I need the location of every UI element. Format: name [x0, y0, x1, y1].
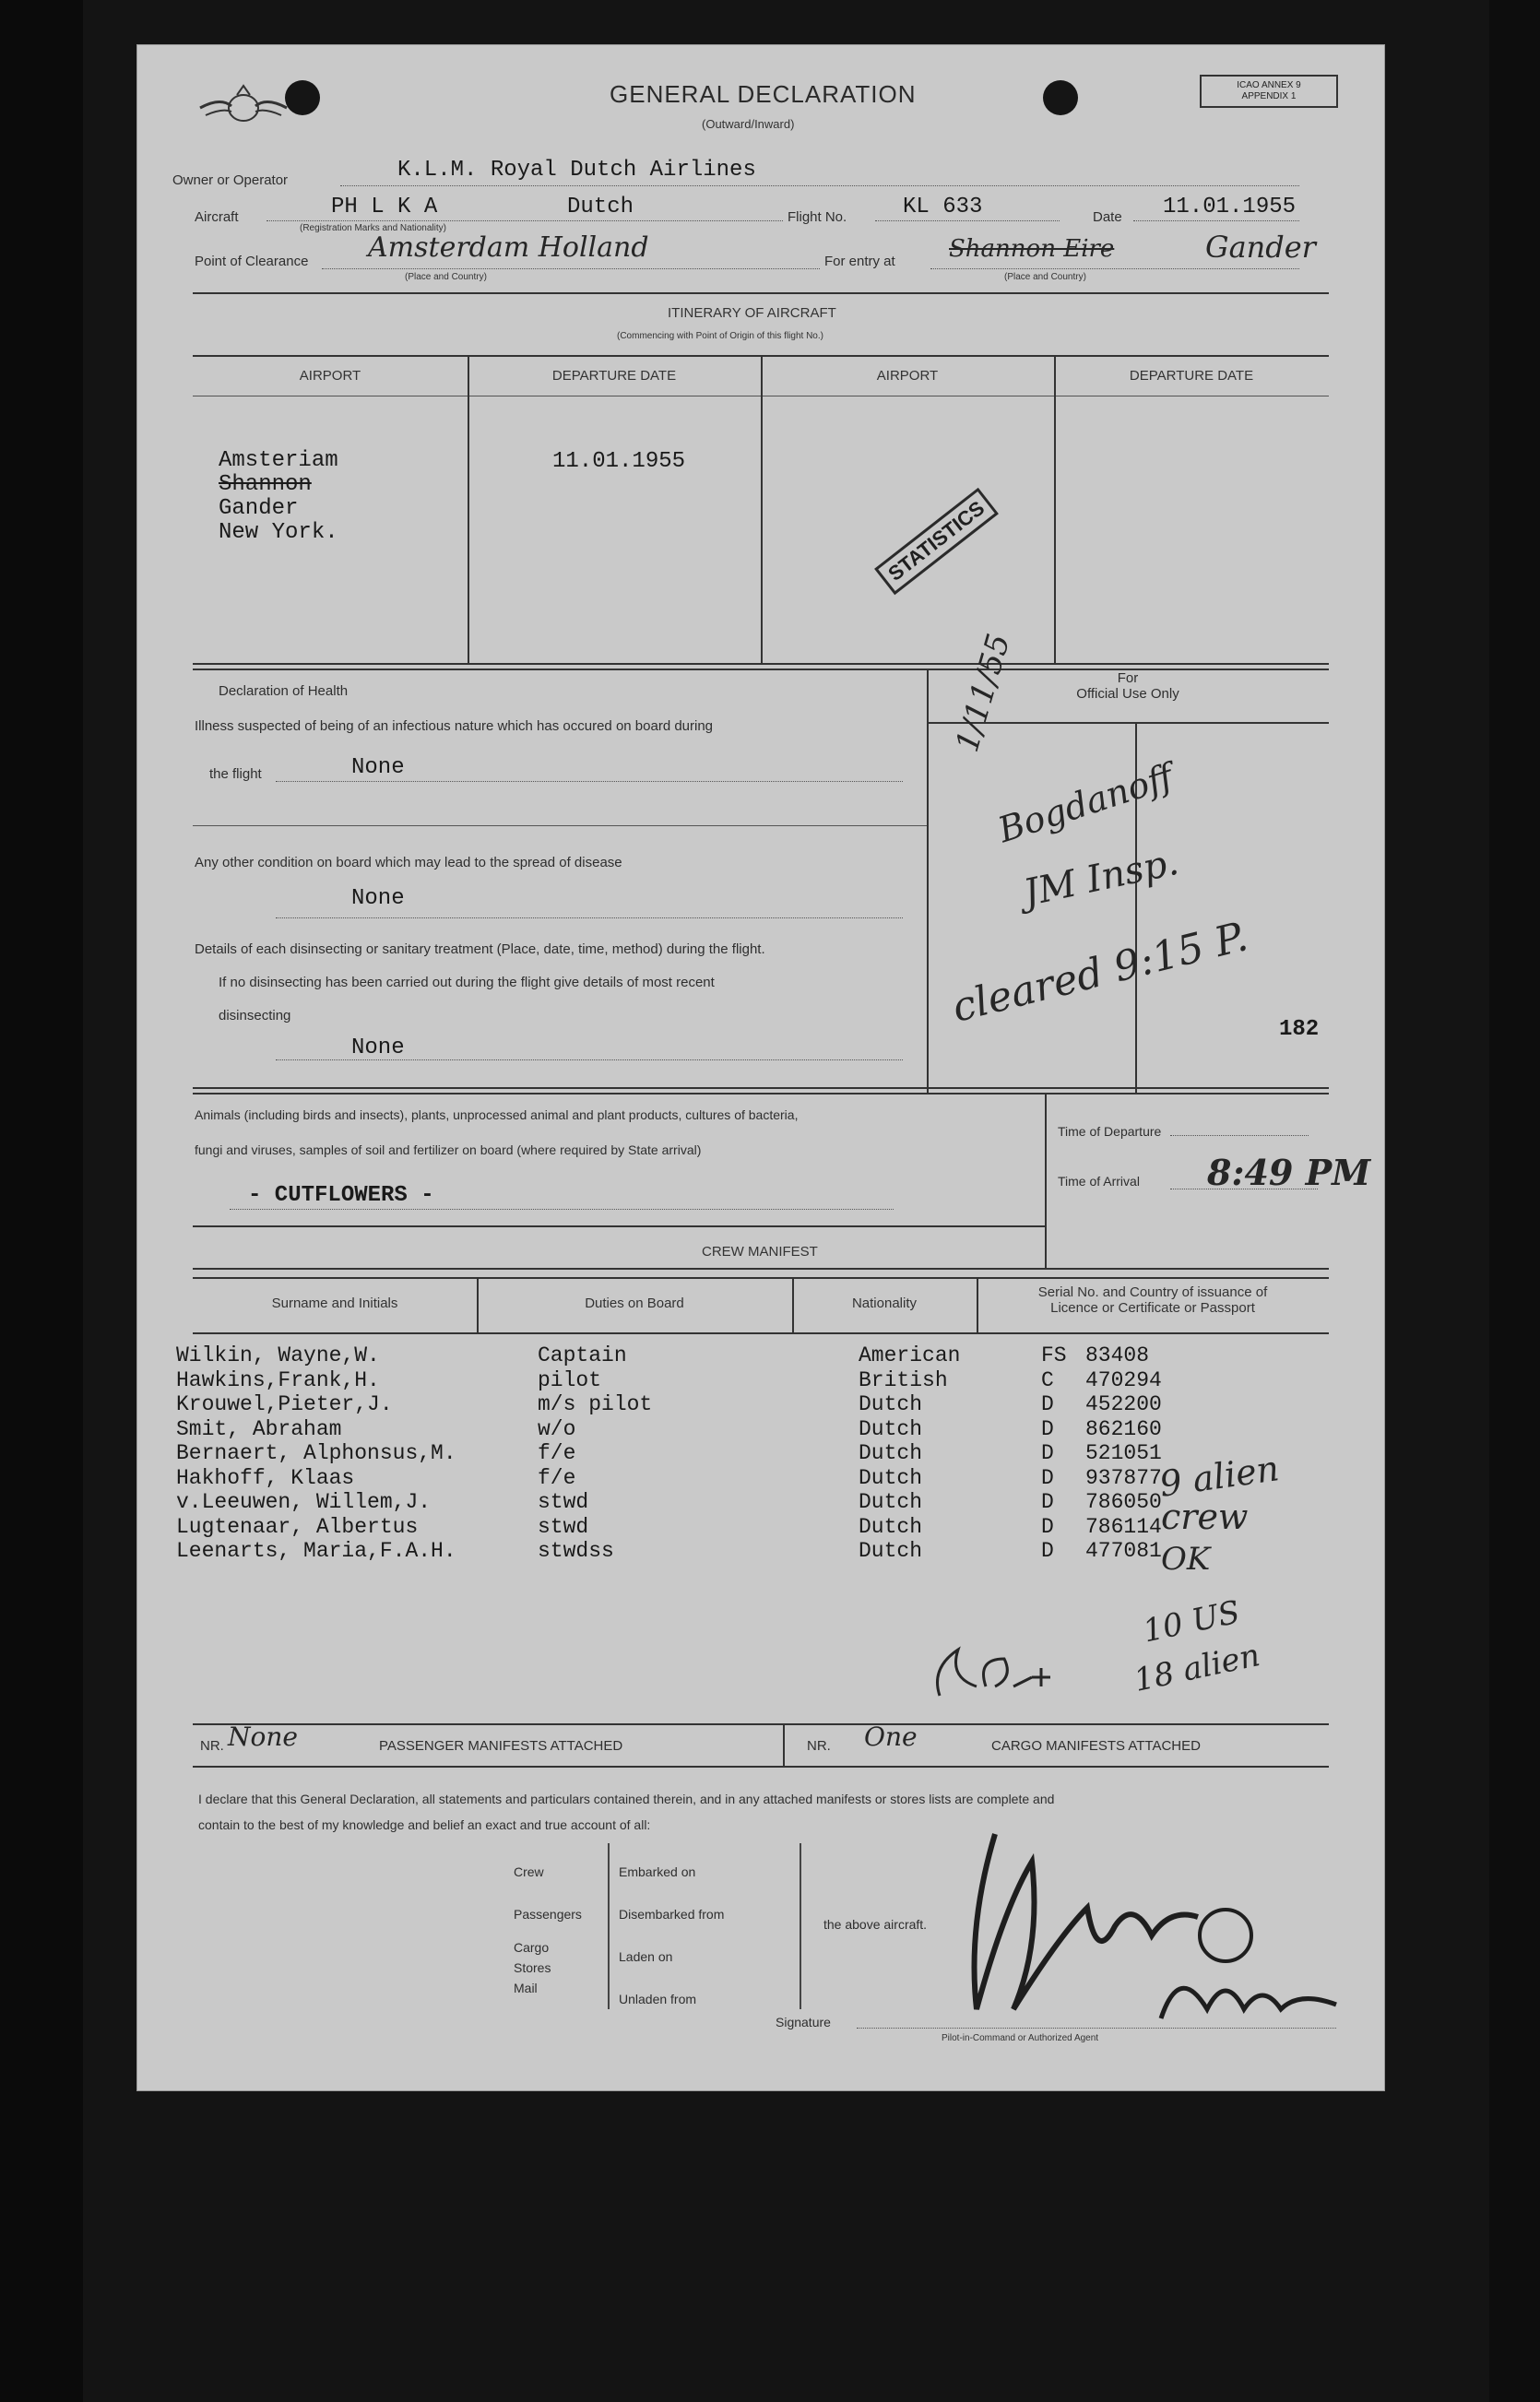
crew-nationality: Dutch — [859, 1441, 923, 1465]
crew-serial-prefix: D — [1041, 1465, 1054, 1490]
arrival-time-value: 8:49 PM — [1207, 1152, 1371, 1193]
health-question-1b: the flight — [209, 766, 262, 782]
owner-value: K.L.M. Royal Dutch Airlines — [397, 158, 756, 183]
entry-struck: Shannon Eire — [949, 235, 1115, 263]
crew-nationality: British — [859, 1367, 948, 1392]
crew-row — [176, 1515, 1320, 1539]
official-use-title: For Official Use Only — [1076, 670, 1179, 702]
crew-serial-number: 786114 — [1085, 1514, 1162, 1539]
crew-serial-number: 452200 — [1085, 1392, 1162, 1416]
crew-name: Krouwel,Pieter,J. — [176, 1392, 393, 1416]
crew-name: Hawkins,Frank,H. — [176, 1367, 380, 1392]
crew-nationality: Dutch — [859, 1392, 923, 1416]
crew-nationality: American — [859, 1343, 961, 1367]
cargo-nr-label: NR. — [807, 1738, 831, 1754]
crew-serial-prefix: D — [1041, 1392, 1054, 1416]
crew-serial-number: 862160 — [1085, 1416, 1162, 1441]
crew-serial-prefix: FS — [1041, 1343, 1067, 1367]
official-number: 182 — [1279, 1017, 1320, 1042]
crew-duty: f/e — [538, 1465, 576, 1490]
crew-serial-prefix: D — [1041, 1514, 1054, 1539]
crew-header-duties: Duties on Board — [585, 1296, 684, 1311]
health-answer-1: None — [351, 755, 405, 780]
crew-duty: w/o — [538, 1416, 576, 1441]
crew-duty: stwd — [538, 1514, 589, 1539]
scan-border-left — [0, 0, 83, 2402]
crew-name: Bernaert, Alphonsus,M. — [176, 1441, 456, 1465]
declaration-form — [136, 44, 1385, 2091]
entry-value: Gander — [1205, 230, 1316, 265]
flight-date: 11.01.1955 — [1163, 195, 1297, 219]
passenger-nr-label: NR. — [200, 1738, 224, 1754]
crew-row — [176, 1466, 1320, 1490]
crew-serial-number: 521051 — [1085, 1441, 1162, 1465]
crew-header-nationality: Nationality — [851, 1296, 918, 1311]
signature-note: Pilot-in-Command or Authorized Agent — [942, 2033, 1099, 2043]
entry-label: For entry at — [824, 254, 895, 269]
health-answer-2: None — [351, 886, 405, 911]
cargo-nr-value: One — [864, 1722, 918, 1752]
flight-number: KL 633 — [903, 195, 983, 219]
crew-row — [176, 1441, 1320, 1465]
passenger-nr-value: None — [228, 1722, 298, 1752]
crew-name: Smit, Abraham — [176, 1416, 342, 1441]
signature-label: Signature — [776, 2015, 831, 2029]
crew-row — [176, 1539, 1320, 1563]
crew-serial-number: 477081 — [1085, 1539, 1162, 1563]
crew-duty: f/e — [538, 1441, 576, 1465]
crew-duty: stwdss — [538, 1539, 614, 1563]
airport-3: Gander — [219, 496, 299, 521]
crew-annotation-alien: 9 alien — [1156, 1448, 1282, 1505]
health-heading: Declaration of Health — [219, 683, 349, 699]
crew-serial-prefix: D — [1041, 1441, 1054, 1465]
icao-annex-box: ICAO ANNEX 9 APPENDIX 1 — [1200, 75, 1338, 108]
registration-note: (Registration Marks and Nationality) — [300, 223, 446, 233]
punch-hole — [285, 80, 320, 115]
health-question-1: Illness suspected of being of an infectious nature which has occured on board during — [195, 718, 714, 734]
crew-serial-number: 83408 — [1085, 1343, 1150, 1367]
crew-duty: m/s pilot — [538, 1392, 653, 1416]
crew-row — [176, 1368, 1320, 1392]
crew-annotation-crew: crew — [1161, 1497, 1249, 1537]
animals-text-a: Animals (including birds and insects), plants, unprocessed animal and plant products, cultures of bacteria, — [195, 1107, 799, 1122]
itinerary-airports — [219, 449, 338, 545]
crew-duty: Captain — [538, 1343, 627, 1367]
crew-name: Hakhoff, Klaas — [176, 1465, 355, 1490]
health-question-3c: disinsecting — [219, 1008, 291, 1024]
crew-row — [176, 1343, 1320, 1367]
itinerary-subtitle: (Commencing with Point of Origin of this flight No.) — [617, 331, 823, 341]
arrival-time-label: Time of Arrival — [1058, 1174, 1140, 1189]
crew-name: v.Leeuwen, Willem,J. — [176, 1490, 432, 1514]
clearance-note: (Place and Country) — [405, 272, 487, 282]
crew-row — [176, 1490, 1320, 1514]
punch-hole — [1043, 80, 1078, 115]
klm-logo-icon — [193, 80, 294, 136]
crew-name: Lugtenaar, Albertus — [176, 1514, 419, 1539]
official-note-insp: JM Insp. — [1020, 840, 1183, 916]
airport-2-struck: Shannon — [219, 472, 312, 497]
clearance-label: Point of Clearance — [195, 254, 309, 269]
declaration-above: the above aircraft. — [823, 1917, 928, 1932]
itinerary-header-airport: AIRPORT — [299, 368, 361, 384]
airport-4: New York. — [219, 520, 338, 545]
health-answer-3: None — [351, 1035, 405, 1060]
crew-row — [176, 1392, 1320, 1416]
crew-serial-number: 470294 — [1085, 1367, 1162, 1392]
form-title: GENERAL DECLARATION — [610, 80, 917, 108]
crew-name: Leenarts, Maria,F.A.H. — [176, 1539, 456, 1563]
crew-annotation-us: 10 US — [1140, 1593, 1244, 1651]
captain-signature-icon — [930, 1797, 1364, 2055]
crew-name: Wilkin, Wayne,W. — [176, 1343, 380, 1367]
date-label: Date — [1093, 209, 1122, 225]
crew-nationality: Dutch — [859, 1465, 923, 1490]
crew-serial-prefix: D — [1041, 1490, 1054, 1514]
crew-nationality: Dutch — [859, 1539, 923, 1563]
owner-label: Owner or Operator — [172, 172, 289, 188]
health-question-3b: If no disinsecting has been carried out during the flight give details of most recent — [219, 975, 715, 990]
cargo-manifest-label: CARGO MANIFESTS ATTACHED — [991, 1738, 1201, 1754]
official-note-inspector: Bogdanoff — [993, 755, 1179, 851]
passenger-manifest-label: PASSENGER MANIFESTS ATTACHED — [379, 1738, 623, 1754]
entry-note: (Place and Country) — [1004, 272, 1086, 282]
aircraft-registration: PH L K A — [331, 195, 438, 219]
departure-time-label: Time of Departure — [1058, 1124, 1162, 1139]
itinerary-header-airport-2: AIRPORT — [876, 368, 939, 384]
crew-manifest-title: CREW MANIFEST — [702, 1244, 818, 1260]
animals-value: - CUTFLOWERS - — [248, 1183, 434, 1208]
crew-annotation-ok: OK — [1161, 1541, 1211, 1578]
itinerary-title: ITINERARY OF AIRCRAFT — [668, 305, 836, 321]
crew-duty: stwd — [538, 1490, 589, 1514]
clearance-value: Amsterdam Holland — [368, 231, 649, 264]
crew-annotation-aliens: 18 alien — [1131, 1637, 1263, 1699]
crew-header-name: Surname and Initials — [271, 1296, 398, 1311]
official-note-date: 1/11/55 — [949, 629, 1018, 757]
health-question-2: Any other condition on board which may lead to the spread of disease — [195, 855, 622, 870]
itinerary-departure-date: 11.01.1955 — [552, 449, 686, 474]
declaration-col2: Embarked on Disembarked from Laden on Unladen from — [619, 1864, 725, 2006]
official-note-cleared: cleared 9:15 P. — [947, 913, 1252, 1032]
crew-serial-prefix: D — [1041, 1539, 1054, 1563]
declaration-col1-b: Cargo Stores Mail — [514, 1940, 551, 1995]
crew-serial-number: 786050 — [1085, 1490, 1162, 1514]
itinerary-header-departure: DEPARTURE DATE — [551, 368, 677, 384]
crew-nationality: Dutch — [859, 1416, 923, 1441]
form-subtitle: (Outward/Inward) — [702, 117, 795, 131]
scan-border-right — [1489, 0, 1540, 2402]
flight-label: Flight No. — [788, 209, 847, 225]
crew-header-serial: Serial No. and Country of issuance of Licence or Certificate or Passport — [1037, 1284, 1268, 1316]
crew-duty: pilot — [538, 1367, 602, 1392]
declaration-text-b: contain to the best of my knowledge and belief an exact and true account of all: — [198, 1817, 651, 1832]
crew-serial-number: 937877 — [1085, 1465, 1162, 1490]
crew-nationality: Dutch — [859, 1514, 923, 1539]
aircraft-label: Aircraft — [195, 209, 239, 225]
crew-serial-prefix: C — [1041, 1367, 1054, 1392]
statistics-stamp: STATISTICS — [874, 488, 999, 595]
crew-handwritten-tally-icon — [921, 1613, 1133, 1705]
health-question-3: Details of each disinsecting or sanitary treatment (Place, date, time, method) during the flight. — [195, 941, 765, 957]
declaration-col1: Crew Passengers — [514, 1864, 582, 1922]
aircraft-nationality: Dutch — [567, 195, 634, 219]
crew-nationality: Dutch — [859, 1490, 923, 1514]
animals-text-b: fungi and viruses, samples of soil and fertilizer on board (where required by State arrival) — [195, 1142, 702, 1157]
airport-1: Amsteriam — [219, 448, 338, 473]
crew-row — [176, 1417, 1320, 1441]
crew-serial-prefix: D — [1041, 1416, 1054, 1441]
itinerary-header-departure-2: DEPARTURE DATE — [1129, 368, 1254, 384]
declaration-text-a: I declare that this General Declaration, all statements and particulars contained therein, and in any attached manifests or stores lists are complete and — [198, 1792, 1055, 1806]
